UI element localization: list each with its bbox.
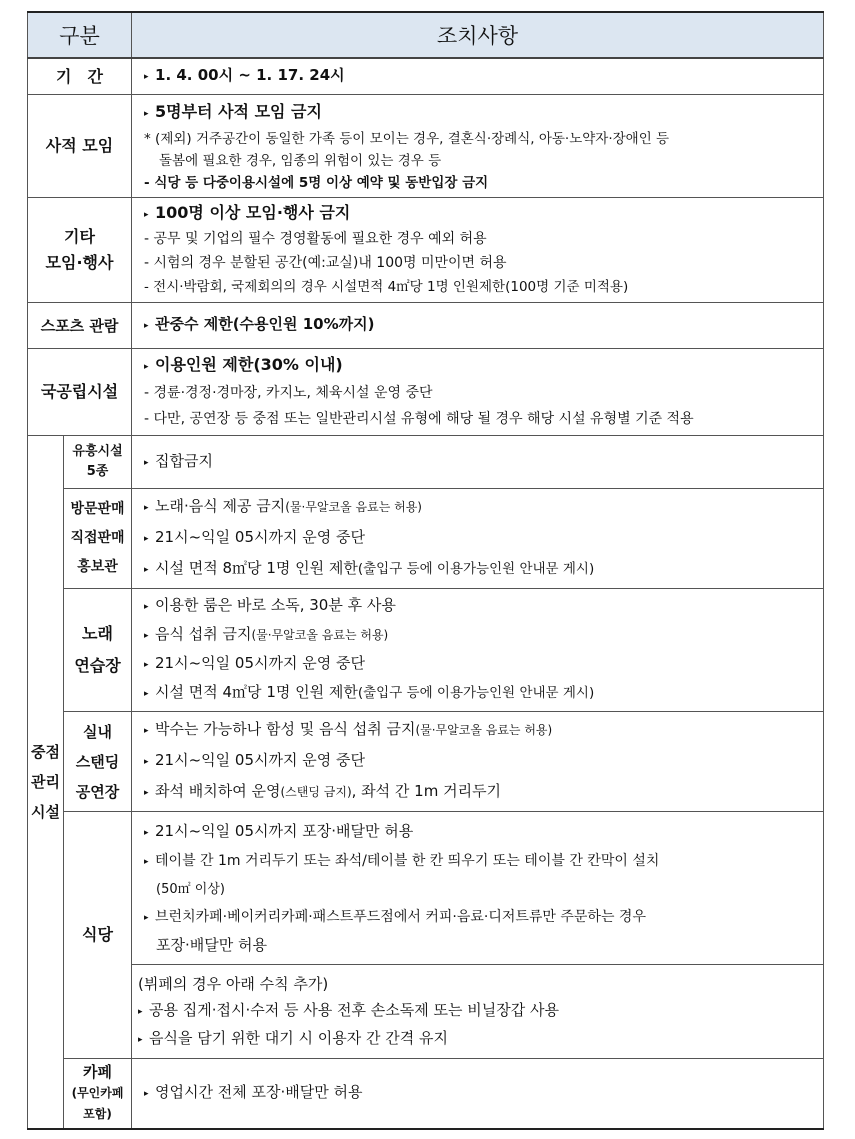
- national-facilities-headline: ▸ 이용인원 제한(30% 이내): [144, 352, 817, 380]
- bullet-triangle-icon: ▸: [144, 534, 149, 544]
- bullet-triangle-icon: ▸: [144, 689, 149, 699]
- bullet-triangle-icon: ▸: [144, 321, 149, 331]
- header-row: [28, 12, 824, 58]
- bullet-triangle-icon: ▸: [144, 788, 149, 798]
- buffet-row: [28, 965, 824, 1059]
- sales-item: ▸ 21시~익일 05시까지 운영 중단: [144, 523, 817, 554]
- buffet-item: ▸ 음식을 담기 위한 대기 시 이용자 간 간격 유지: [138, 1025, 817, 1053]
- karaoke-label: 노래 연습장: [64, 589, 132, 712]
- karaoke-row: [28, 589, 824, 712]
- sports-label: 스포츠 관람: [28, 303, 132, 349]
- entertainment-label: 유흥시설 5종: [64, 436, 132, 489]
- bullet-triangle-icon: ▸: [144, 631, 149, 641]
- other-events-item: - 시험의 경우 분할된 공간(예:교실)내 100명 미만이면 허용: [144, 255, 507, 271]
- standing-row: [28, 712, 824, 812]
- private-gathering-exception-1: * (제외) 거주공간이 동일한 가족 등이 모이는 경우, 결혼식·장례식, 아동·노약자·장애인 등: [144, 131, 670, 147]
- restaurant-row: [28, 812, 824, 965]
- national-facilities-item: - 경륜·경정·경마장, 카지노, 체육시설 운영 중단: [144, 385, 433, 401]
- restaurant-item: ▸ 브런치카페·베이커리카페·패스트푸드점에서 커피·음료·디저트류만 주문하는 경우: [144, 903, 817, 932]
- restaurant-label: 식당: [64, 812, 132, 1059]
- restaurant-item: ▸ 테이블 간 1m 거리두기 또는 좌석/테이블 한 칸 띄우기 또는 테이블 간 칸막이 설치: [144, 847, 817, 876]
- other-events-row: [28, 198, 824, 303]
- bullet-triangle-icon: ▸: [144, 565, 149, 575]
- other-events-item: - 공무 및 기업의 필수 경영활동에 필요한 경우 예외 허용: [144, 231, 487, 247]
- cafe-row: [28, 1059, 824, 1129]
- standing-label: 실내 스탠딩 공연장: [64, 712, 132, 812]
- karaoke-item: ▸ 음식 섭취 금지(물·무알코올 음료는 허용): [144, 621, 817, 650]
- entertainment-item: ▸ 집합금지: [144, 448, 817, 477]
- bullet-triangle-icon: ▸: [138, 1034, 143, 1045]
- bullet-triangle-icon: ▸: [144, 856, 149, 867]
- bullet-triangle-icon: ▸: [144, 503, 149, 513]
- private-gathering-label: 사적 모임: [28, 95, 132, 198]
- bullet-triangle-icon: ▸: [144, 109, 149, 119]
- national-facilities-row: [28, 349, 824, 436]
- buffet-item: ▸ 공용 집게·접시·수저 등 사용 전후 손소독제 또는 비닐장갑 사용: [138, 997, 817, 1025]
- sales-item: ▸ 시설 면적 8㎡당 1명 인원 제한(출입구 등에 이용가능인원 안내문 게시): [144, 554, 817, 585]
- bullet-triangle-icon: ▸: [144, 72, 149, 82]
- bullet-triangle-icon: ▸: [144, 457, 149, 468]
- bullet-triangle-icon: ▸: [144, 210, 149, 220]
- header-category: 구분: [28, 12, 132, 58]
- bullet-triangle-icon: ▸: [144, 757, 149, 767]
- sales-label: 방문판매 직접판매 홍보관: [64, 489, 132, 589]
- buffet-header: (뷔페의 경우 아래 수칙 추가): [138, 974, 329, 993]
- period-row: [28, 58, 824, 95]
- sports-row: [28, 303, 824, 349]
- private-gathering-restaurant-rule: - 식당 등 다중이용시설에 5명 이상 예약 및 동반입장 금지: [144, 175, 489, 191]
- bullet-triangle-icon: ▸: [144, 660, 149, 670]
- restaurant-item-cont: (50㎡ 이상): [156, 881, 225, 897]
- period-text: ▸ 1. 4. 00시 ~ 1. 17. 24시: [144, 62, 817, 91]
- period-label: 기 간: [28, 58, 132, 95]
- private-gathering-headline: ▸ 5명부터 사적 모임 금지: [144, 98, 817, 128]
- national-facilities-item: - 다만, 공연장 등 중점 또는 일반관리시설 유형에 해당 될 경우 해당 시설 유형별 기준 적용: [144, 411, 694, 427]
- other-events-headline: ▸ 100명 이상 모임·행사 금지: [144, 201, 817, 227]
- measures-table: [27, 11, 824, 1130]
- key-facilities-label: 중점 관리 시설: [28, 436, 64, 1129]
- karaoke-item: ▸ 시설 면적 4㎡당 1명 인원 제한(출입구 등에 이용가능인원 안내문 게시): [144, 679, 817, 708]
- header-measures: 조치사항: [132, 12, 824, 58]
- entertainment-row: [28, 436, 824, 489]
- sales-row: [28, 489, 824, 589]
- national-facilities-label: 국공립시설: [28, 349, 132, 436]
- restaurant-item: ▸ 21시~익일 05시까지 포장·배달만 허용: [144, 818, 817, 847]
- standing-item: ▸ 좌석 배치하여 운영(스탠딩 금지), 좌석 간 1m 거리두기: [144, 777, 817, 808]
- private-gathering-row: [28, 95, 824, 198]
- standing-item: ▸ 박수는 가능하나 함성 및 음식 섭취 금지(물·무알코올 음료는 허용): [144, 715, 817, 746]
- restaurant-item-cont: 포장·배달만 허용: [156, 935, 267, 954]
- bullet-triangle-icon: ▸: [138, 1006, 143, 1017]
- cafe-item: ▸ 영업시간 전체 포장·배달만 허용: [144, 1079, 817, 1108]
- bullet-triangle-icon: ▸: [144, 726, 149, 736]
- bullet-triangle-icon: ▸: [144, 1088, 149, 1099]
- bullet-triangle-icon: ▸: [144, 912, 149, 923]
- karaoke-item: ▸ 이용한 룸은 바로 소독, 30분 후 사용: [144, 592, 817, 621]
- bullet-triangle-icon: ▸: [144, 827, 149, 838]
- other-events-label: 기타 모임·행사: [28, 198, 132, 303]
- other-events-item: - 전시·박람회, 국제회의의 경우 시설면적 4㎡당 1명 인원제한(100명 기준 미적용): [144, 279, 629, 295]
- standing-item: ▸ 21시~익일 05시까지 운영 중단: [144, 746, 817, 777]
- private-gathering-exception-2: 돌봄에 필요한 경우, 임종의 위험이 있는 경우 등: [159, 153, 442, 169]
- karaoke-item: ▸ 21시~익일 05시까지 운영 중단: [144, 650, 817, 679]
- sales-item: ▸ 노래·음식 제공 금지(물·무알코올 음료는 허용): [144, 492, 817, 523]
- sports-text: ▸ 관중수 제한(수용인원 10%까지): [144, 311, 817, 340]
- bullet-triangle-icon: ▸: [144, 362, 149, 372]
- cafe-label: 카페 (무인카페 포함): [64, 1059, 132, 1129]
- bullet-triangle-icon: ▸: [144, 602, 149, 612]
